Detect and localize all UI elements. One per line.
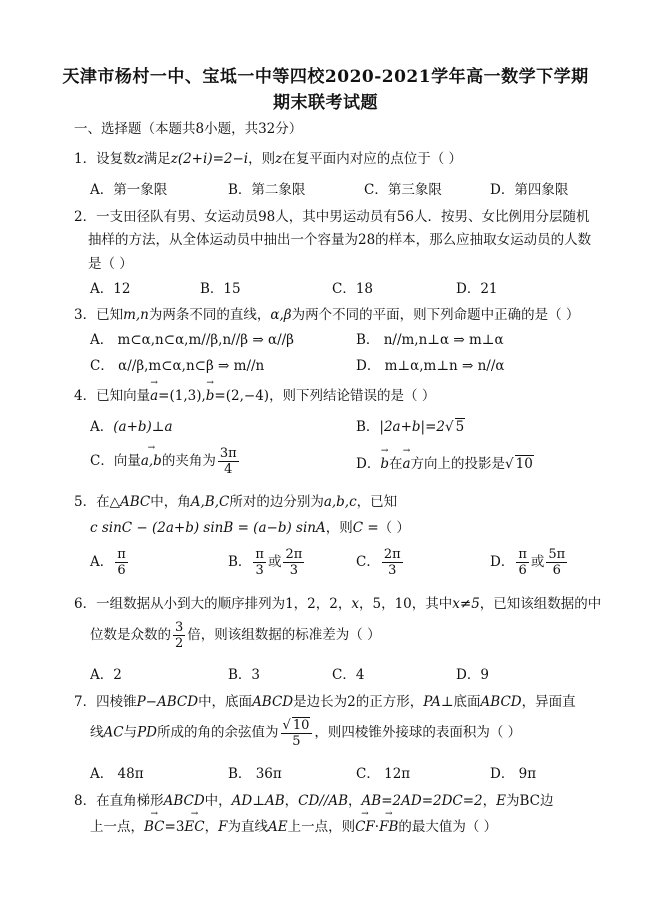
q6-line2-b: 倍，则该组数据的标准差为（ ） (187, 627, 381, 643)
q4-option-d-a: → a (402, 456, 410, 472)
q1-option-c: C．第三象限 (364, 182, 442, 198)
title-line-2: 期末联考试题 (273, 93, 378, 113)
q5-option-b-or: 或 (267, 554, 282, 570)
q8-line2-b: ， (204, 819, 219, 835)
q2-line-2: 抽样的方法，从全体运动员中抽出一个容量为28的样本，那么应抽取女运动员的人数 (88, 232, 592, 248)
q8-line1-d: ， (348, 793, 362, 809)
q4-option-d-mid1: 在 (388, 456, 403, 472)
q7-pa: PA (423, 694, 441, 710)
q5-option-d-num1: π (518, 547, 527, 562)
question-5-line-1 (74, 490, 397, 510)
q5-option-c (356, 547, 405, 578)
q5-equation: c sinC − (2a+b) sinB = (a−b) sinA (90, 520, 326, 536)
q3-option-d: D． m⊥α,m⊥n ⇒ n//α (356, 358, 505, 374)
q7-option-c: C． 12π (356, 766, 411, 782)
q8-abcd: ABCD (163, 793, 205, 809)
q2-option-c: C．18 (332, 281, 374, 297)
q7-line1-b: 中，底面 (198, 694, 253, 710)
q5-option-c-label: C． (356, 554, 380, 570)
question-8-line-2 (90, 815, 497, 835)
q3-num: 3．已知 (74, 307, 124, 323)
q5-option-b-label: B． (228, 554, 252, 570)
q7-pabcd: P−ABCD (136, 694, 199, 710)
q7-line2-d: ，则四棱锥外接球的表面积为（ ） (314, 724, 522, 741)
q7-option-d: D． 9π (490, 766, 537, 782)
q8-c1: AD⊥AB (231, 793, 285, 809)
q4-option-c-frac (218, 446, 239, 477)
q2-option-b: B．15 (200, 281, 241, 297)
q5-option-d-frac1 (516, 547, 529, 578)
q7-line1-c: 是边长为2的正方形， (293, 694, 424, 710)
q4-option-d-mid2: 方向上的投影是 (410, 456, 506, 472)
q5-num: 5．在△ (74, 494, 120, 510)
q2-line-1: 2．一支田径队有男、女运动员98人，其中男运动员有56人．按男、女比例用分层随机 (74, 209, 590, 225)
q8-dot: · (374, 819, 380, 835)
q7-pd: PD (137, 724, 158, 741)
q4-option-b-expr: |2a+b|=2 (379, 419, 446, 435)
q5-option-c-den: 3 (388, 563, 397, 578)
q5-option-d-label: D． (490, 554, 515, 570)
q5-option-d-den1: 6 (518, 563, 527, 578)
q4-option-c-label: C．向量 (90, 453, 141, 469)
q7-line1-e: ，异面直 (521, 694, 576, 710)
q4-stem: ，则下列结论错误的是（ ） (269, 388, 436, 404)
q5-option-d-den2: 6 (552, 563, 561, 578)
question-6-line-1 (74, 592, 601, 612)
q5-option-a-den: 6 (117, 563, 126, 578)
q2-line-3: 是（ ） (88, 256, 133, 272)
q7-frac (281, 717, 313, 749)
q5-option-b-frac1 (253, 547, 266, 578)
question-1 (74, 147, 462, 167)
q4-option-c-num: 3π (219, 446, 237, 461)
section-heading: 一、选择题（本题共8小题，共32分） (74, 121, 303, 137)
q5-stem-d: ，则 (325, 520, 353, 536)
q4-vec-a: → a (150, 388, 158, 404)
q8-fb: → FB (379, 819, 398, 835)
q6-x: x (351, 596, 359, 612)
question-5-line-2 (90, 516, 410, 536)
q1-stem-c: ，则 (248, 151, 276, 167)
q1-option-d: D．第四象限 (490, 182, 569, 198)
q7-line2-c: 所成的角的余弦值为 (157, 724, 279, 741)
q5-option-a-frac (115, 547, 128, 578)
q5-option-b-num2: 2π (285, 547, 303, 562)
q5-option-d-num2: 5π (548, 547, 566, 562)
q5-option-b-frac2 (283, 547, 304, 578)
q5-option-c-frac (382, 547, 403, 578)
q7-option-b: B． 36π (228, 766, 282, 782)
q5-option-d-frac2 (546, 547, 567, 578)
q7-rad: 10 (292, 718, 310, 733)
q5-abc: ABC (119, 494, 151, 510)
q5-sides: a,b,c (323, 494, 357, 510)
q5-option-a-num: π (117, 547, 126, 562)
q1-stem-b: 满足 (143, 151, 171, 167)
q7-abcd2: ABCD (480, 694, 522, 710)
q6-line1-c: ，已知该组数据的中 (479, 596, 602, 612)
question-8-line-1 (74, 789, 554, 809)
q7-line2-a: 线 (90, 724, 104, 741)
q8-ae: AE (267, 819, 288, 835)
q6-line2-a: 位数是众数的 (90, 627, 171, 643)
q3-option-a: A． m⊂α,n⊂α,m//β,n//β ⇒ α//β (90, 332, 294, 348)
q8-line2-c: 为直线 (227, 819, 268, 835)
q5-stem-b: 所对的边分别为 (229, 494, 324, 510)
q7-line1-a: 7．四棱锥 (74, 694, 137, 710)
q8-f: F (218, 819, 228, 835)
q6-option-b: B．3 (228, 667, 261, 683)
q6-option-a: A．2 (90, 667, 122, 683)
q5-option-b-den2: 3 (289, 563, 299, 578)
q1-expr: z(2+i)=2−i (170, 151, 249, 167)
q5-option-d (490, 547, 569, 578)
question-7-line-1 (74, 690, 576, 710)
q1-stem-a: 设复数 (96, 151, 137, 167)
question-4 (74, 384, 435, 404)
q3-stem-b: 为两个不同的平面，则下列命题中正确的是（ ） (291, 307, 580, 323)
q1-z: z (136, 151, 144, 167)
q4-option-c-ab: → a,b (141, 453, 162, 469)
q4-bval: =(2,−4) (214, 388, 270, 404)
q5-option-a (90, 547, 130, 578)
q4-option-b-rad: 5 (455, 419, 465, 435)
q8-line1-c: ， (284, 793, 299, 809)
q6-line1-a: 6．一组数据从小到大的顺序排列为1，2，2， (74, 596, 352, 612)
question-6-line-2 (90, 620, 381, 651)
title-line-1: 天津市杨村一中、宝坻一中等四校2020-2021学年高一数学下学期 (62, 67, 589, 87)
q5-stem-e: （ ） (378, 520, 410, 536)
q7-option-a: A． 48π (90, 766, 144, 782)
q1-num: 1． (74, 151, 97, 167)
q4-option-a (90, 415, 173, 435)
q4-option-d-b: → b (380, 456, 389, 472)
q3-mn: m,n (123, 307, 149, 323)
q4-option-d: D．→ b在→ a方向上的投影是√ 10 (356, 452, 534, 472)
q3-ab: α,β (270, 307, 292, 323)
q4-vec-b: → b (206, 388, 215, 404)
q7-den: 5 (292, 734, 301, 749)
q4-option-a-label: A． (90, 419, 114, 435)
q5-stem-c: ，已知 (356, 494, 398, 510)
q7-ac: AC (103, 724, 124, 741)
q6-num: 3 (175, 620, 184, 635)
q6-option-c: C．4 (332, 667, 365, 683)
q3-stem-a: 为两条不同的直线， (148, 307, 271, 323)
q4-option-c (90, 446, 241, 477)
q1-stem-d: 在复平面内对应的点位于（ ） (282, 151, 463, 167)
q5-option-c-num: 2π (383, 547, 401, 562)
q5-c-eq: C = (352, 520, 379, 536)
q3-option-c: C． α//β,m⊂α,n⊂β ⇒ m//n (90, 358, 265, 374)
q4-option-d-rad: 10 (515, 456, 533, 472)
question-7-line-2 (90, 717, 521, 749)
question-3 (74, 303, 579, 323)
q4-option-c-mid: 的夹角为 (161, 453, 216, 469)
q4-option-d-label: D． (356, 456, 381, 472)
q5-option-b-num1: π (255, 547, 264, 562)
q8-eq3: =3 (164, 819, 185, 835)
q8-line1-b: 中， (204, 793, 232, 809)
q7-frac-num: √ 10 (281, 717, 313, 734)
q8-cf: → CF (355, 819, 375, 835)
q8-e: E (496, 793, 507, 809)
q4-option-b: B．|2a+b|=2√ 5 (356, 419, 465, 435)
q7-line1-d: ⊥底面 (440, 694, 481, 710)
q4-option-a-expr: (a+b)⊥a (113, 419, 173, 435)
q6-option-d: D．9 (456, 667, 489, 683)
q5-option-a-label: A． (90, 554, 114, 570)
q6-den: 2 (175, 636, 184, 651)
q6-cond: x≠5 (452, 596, 480, 612)
q4-option-c-den: 4 (224, 462, 233, 477)
q3-option-b: B． n//m,n⊥α ⇒ m⊥α (356, 332, 504, 348)
q2-option-a: A．12 (90, 281, 131, 297)
q8-line1-e: ， (482, 793, 497, 809)
q1-option-a: A．第一象限 (90, 182, 168, 198)
q5-angles: A,B,C (190, 494, 230, 510)
q7-abcd: ABCD (252, 694, 294, 710)
q1-z2: z (275, 151, 283, 167)
q6-line1-b: ，5，10，其中 (358, 596, 453, 612)
q2-option-d: D．21 (456, 281, 498, 297)
q5-option-d-or: 或 (530, 554, 545, 570)
q8-line1-f: 为BC边 (506, 793, 554, 809)
q4-num: 4．已知向量 (74, 388, 151, 404)
q8-line2-a: 上一点， (90, 819, 144, 835)
q8-bc: → BC (144, 819, 165, 835)
q5-stem-a: 中，角 (150, 494, 191, 510)
q8-ec: → EC (184, 819, 204, 835)
q8-c2: CD//AB (298, 793, 349, 809)
q5-option-b (228, 547, 306, 578)
q8-line2-e: 的最大值为（ ） (398, 819, 498, 835)
q1-option-b: B．第二象限 (228, 182, 306, 198)
q4-option-b-label: B． (356, 419, 380, 435)
q8-line1-a: 8．在直角梯形 (74, 793, 164, 809)
q8-line2-d: 上一点，则 (287, 819, 356, 835)
q8-c3: AB=2AD=2DC=2 (361, 793, 483, 809)
q6-frac (173, 620, 185, 651)
q4-aval: =(1,3), (158, 388, 206, 404)
q7-line2-b: 与 (123, 724, 138, 741)
q5-option-b-den1: 3 (255, 563, 264, 578)
